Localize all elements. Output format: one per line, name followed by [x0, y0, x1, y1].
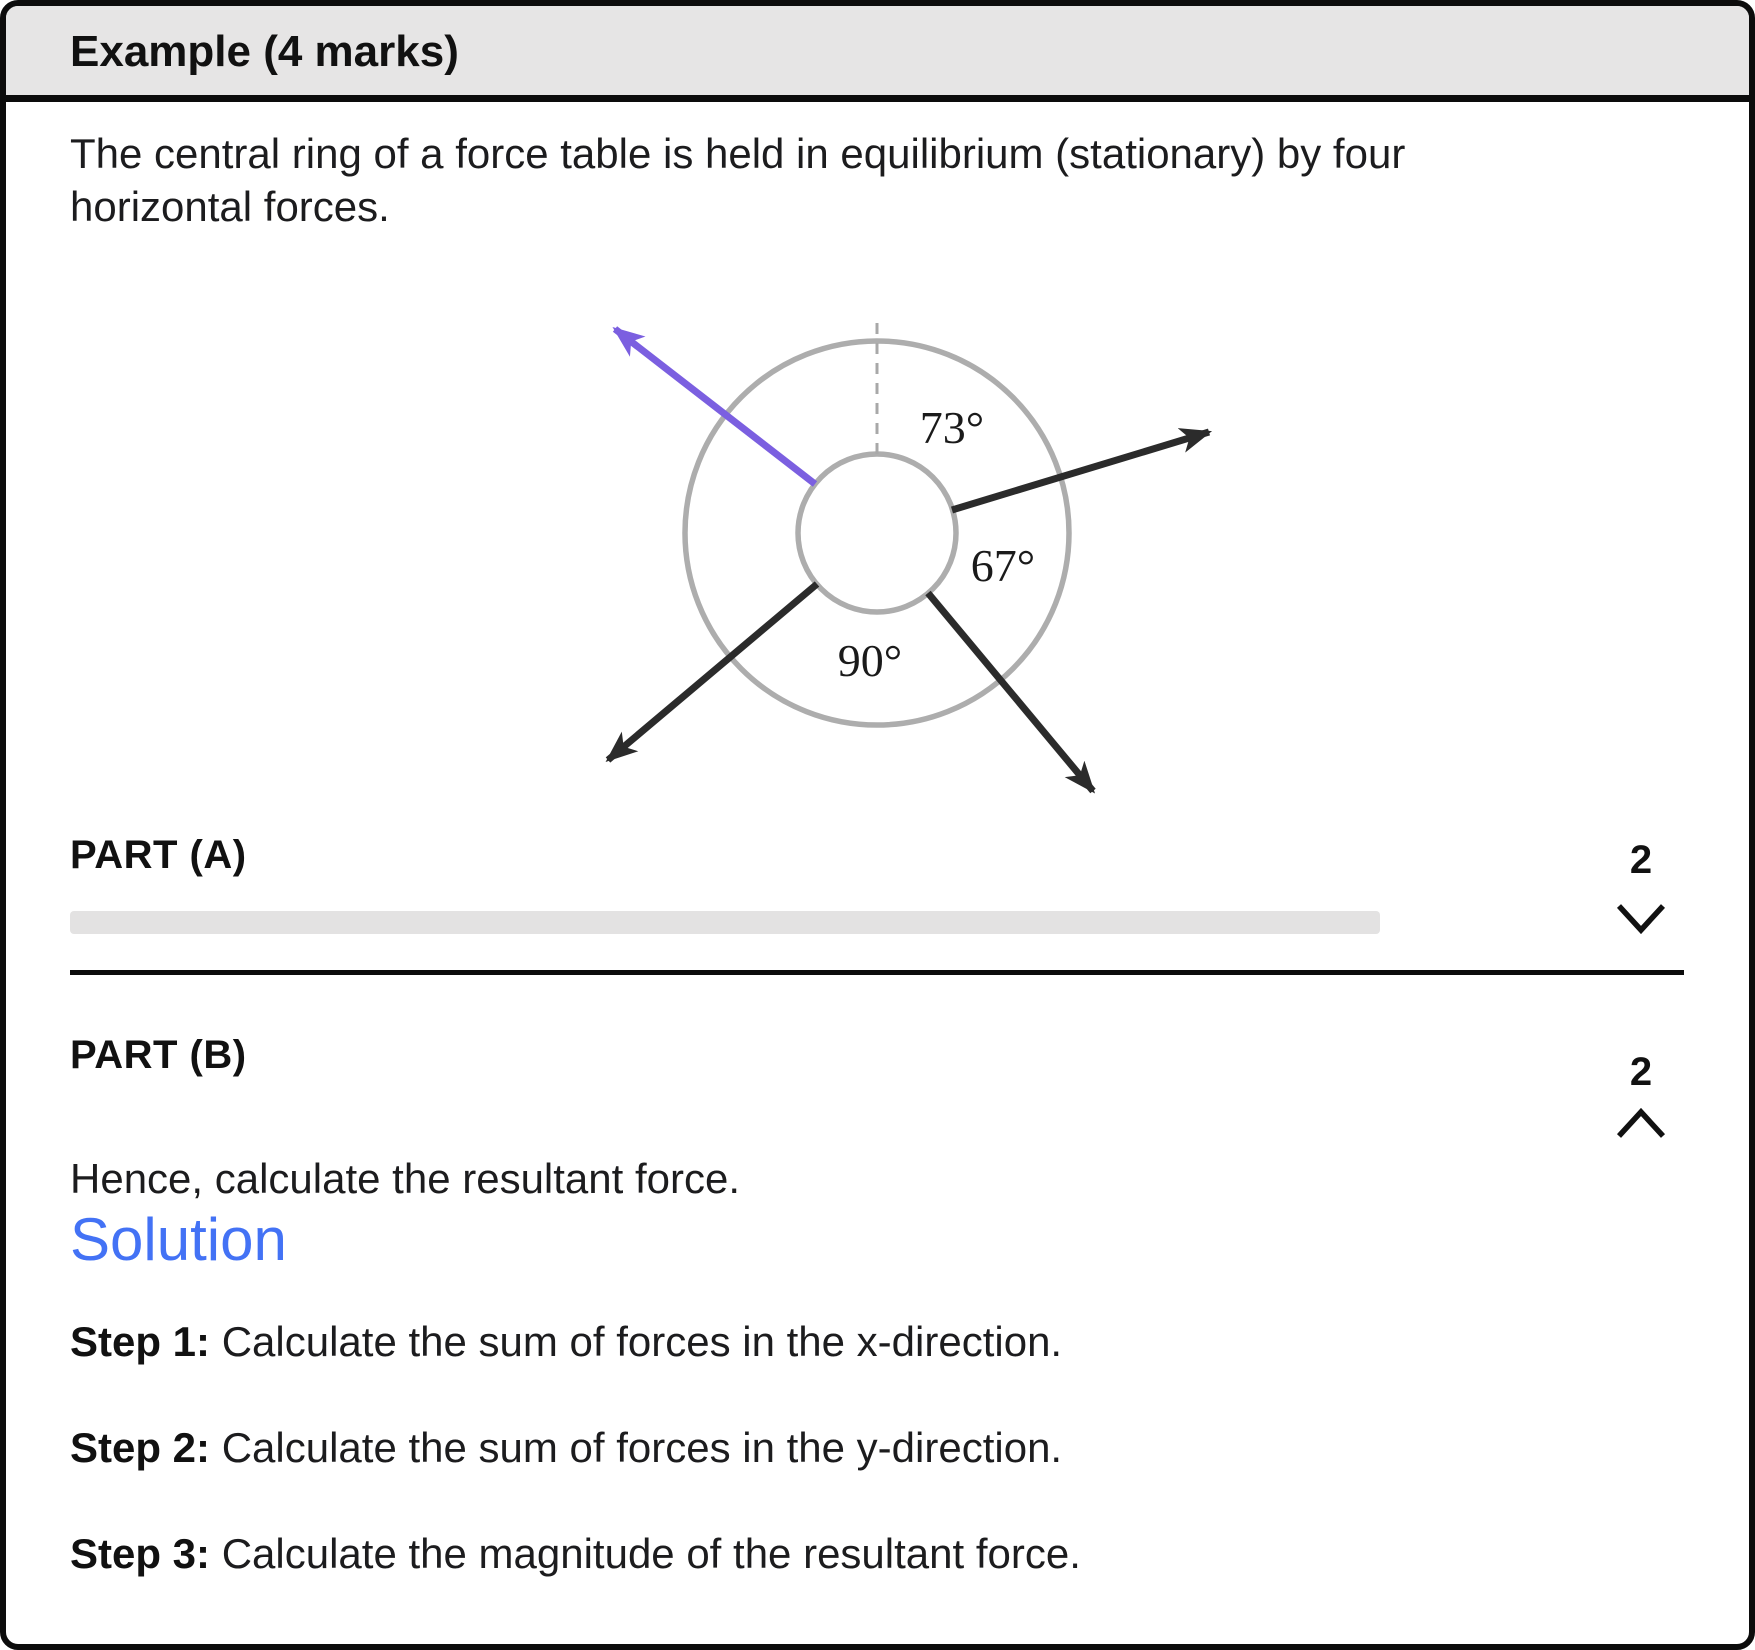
solution-step-1 [70, 1318, 1062, 1366]
force-arrow-upper-right [952, 432, 1209, 510]
chevron-down-icon [1615, 901, 1667, 935]
question-line-1: The central ring of a force table is held in equilibrium (stationary) by four [70, 130, 1406, 177]
force-arrow-lower-right [928, 593, 1093, 791]
chevron-up-icon [1615, 1107, 1667, 1141]
inner-ring [798, 454, 956, 612]
step-3-label: Step 3: [70, 1530, 211, 1577]
force-table-diagram [517, 293, 1237, 813]
part-b-collapse-button[interactable] [1611, 1106, 1671, 1142]
card-title: Example (4 marks) [70, 27, 459, 76]
part-a-marks-badge: 2 [1629, 838, 1653, 882]
angle-label-73: 73° [919, 402, 985, 453]
step-1-label: Step 1: [70, 1318, 211, 1365]
angle-label-90: 90° [837, 635, 903, 686]
step-2-text: Calculate the sum of forces in the y-direction. [221, 1424, 1063, 1471]
question-text [70, 127, 1405, 233]
part-b-label: PART (B) [70, 1033, 247, 1077]
part-b-marks-badge: 2 [1629, 1050, 1653, 1094]
angle-label-67: 67° [970, 540, 1036, 591]
part-divider [70, 970, 1684, 975]
solution-step-2 [70, 1424, 1062, 1472]
step-1-text: Calculate the sum of forces in the x-direction. [221, 1318, 1063, 1365]
force-arrow-lower-left [608, 584, 817, 760]
force-arrow-upper-left-purple [615, 329, 815, 484]
step-2-label: Step 2: [70, 1424, 211, 1471]
part-b-question: Hence, calculate the resultant force. [70, 1155, 741, 1202]
card-header [6, 6, 1749, 102]
part-a-expand-button[interactable] [1611, 900, 1671, 936]
part-a-label: PART (A) [70, 833, 247, 877]
solution-heading: Solution [70, 1206, 287, 1273]
solution-step-3 [70, 1530, 1081, 1578]
part-a-content-placeholder [70, 911, 1380, 934]
question-line-2: horizontal forces. [70, 183, 390, 230]
step-3-text: Calculate the magnitude of the resultant force. [221, 1530, 1081, 1577]
